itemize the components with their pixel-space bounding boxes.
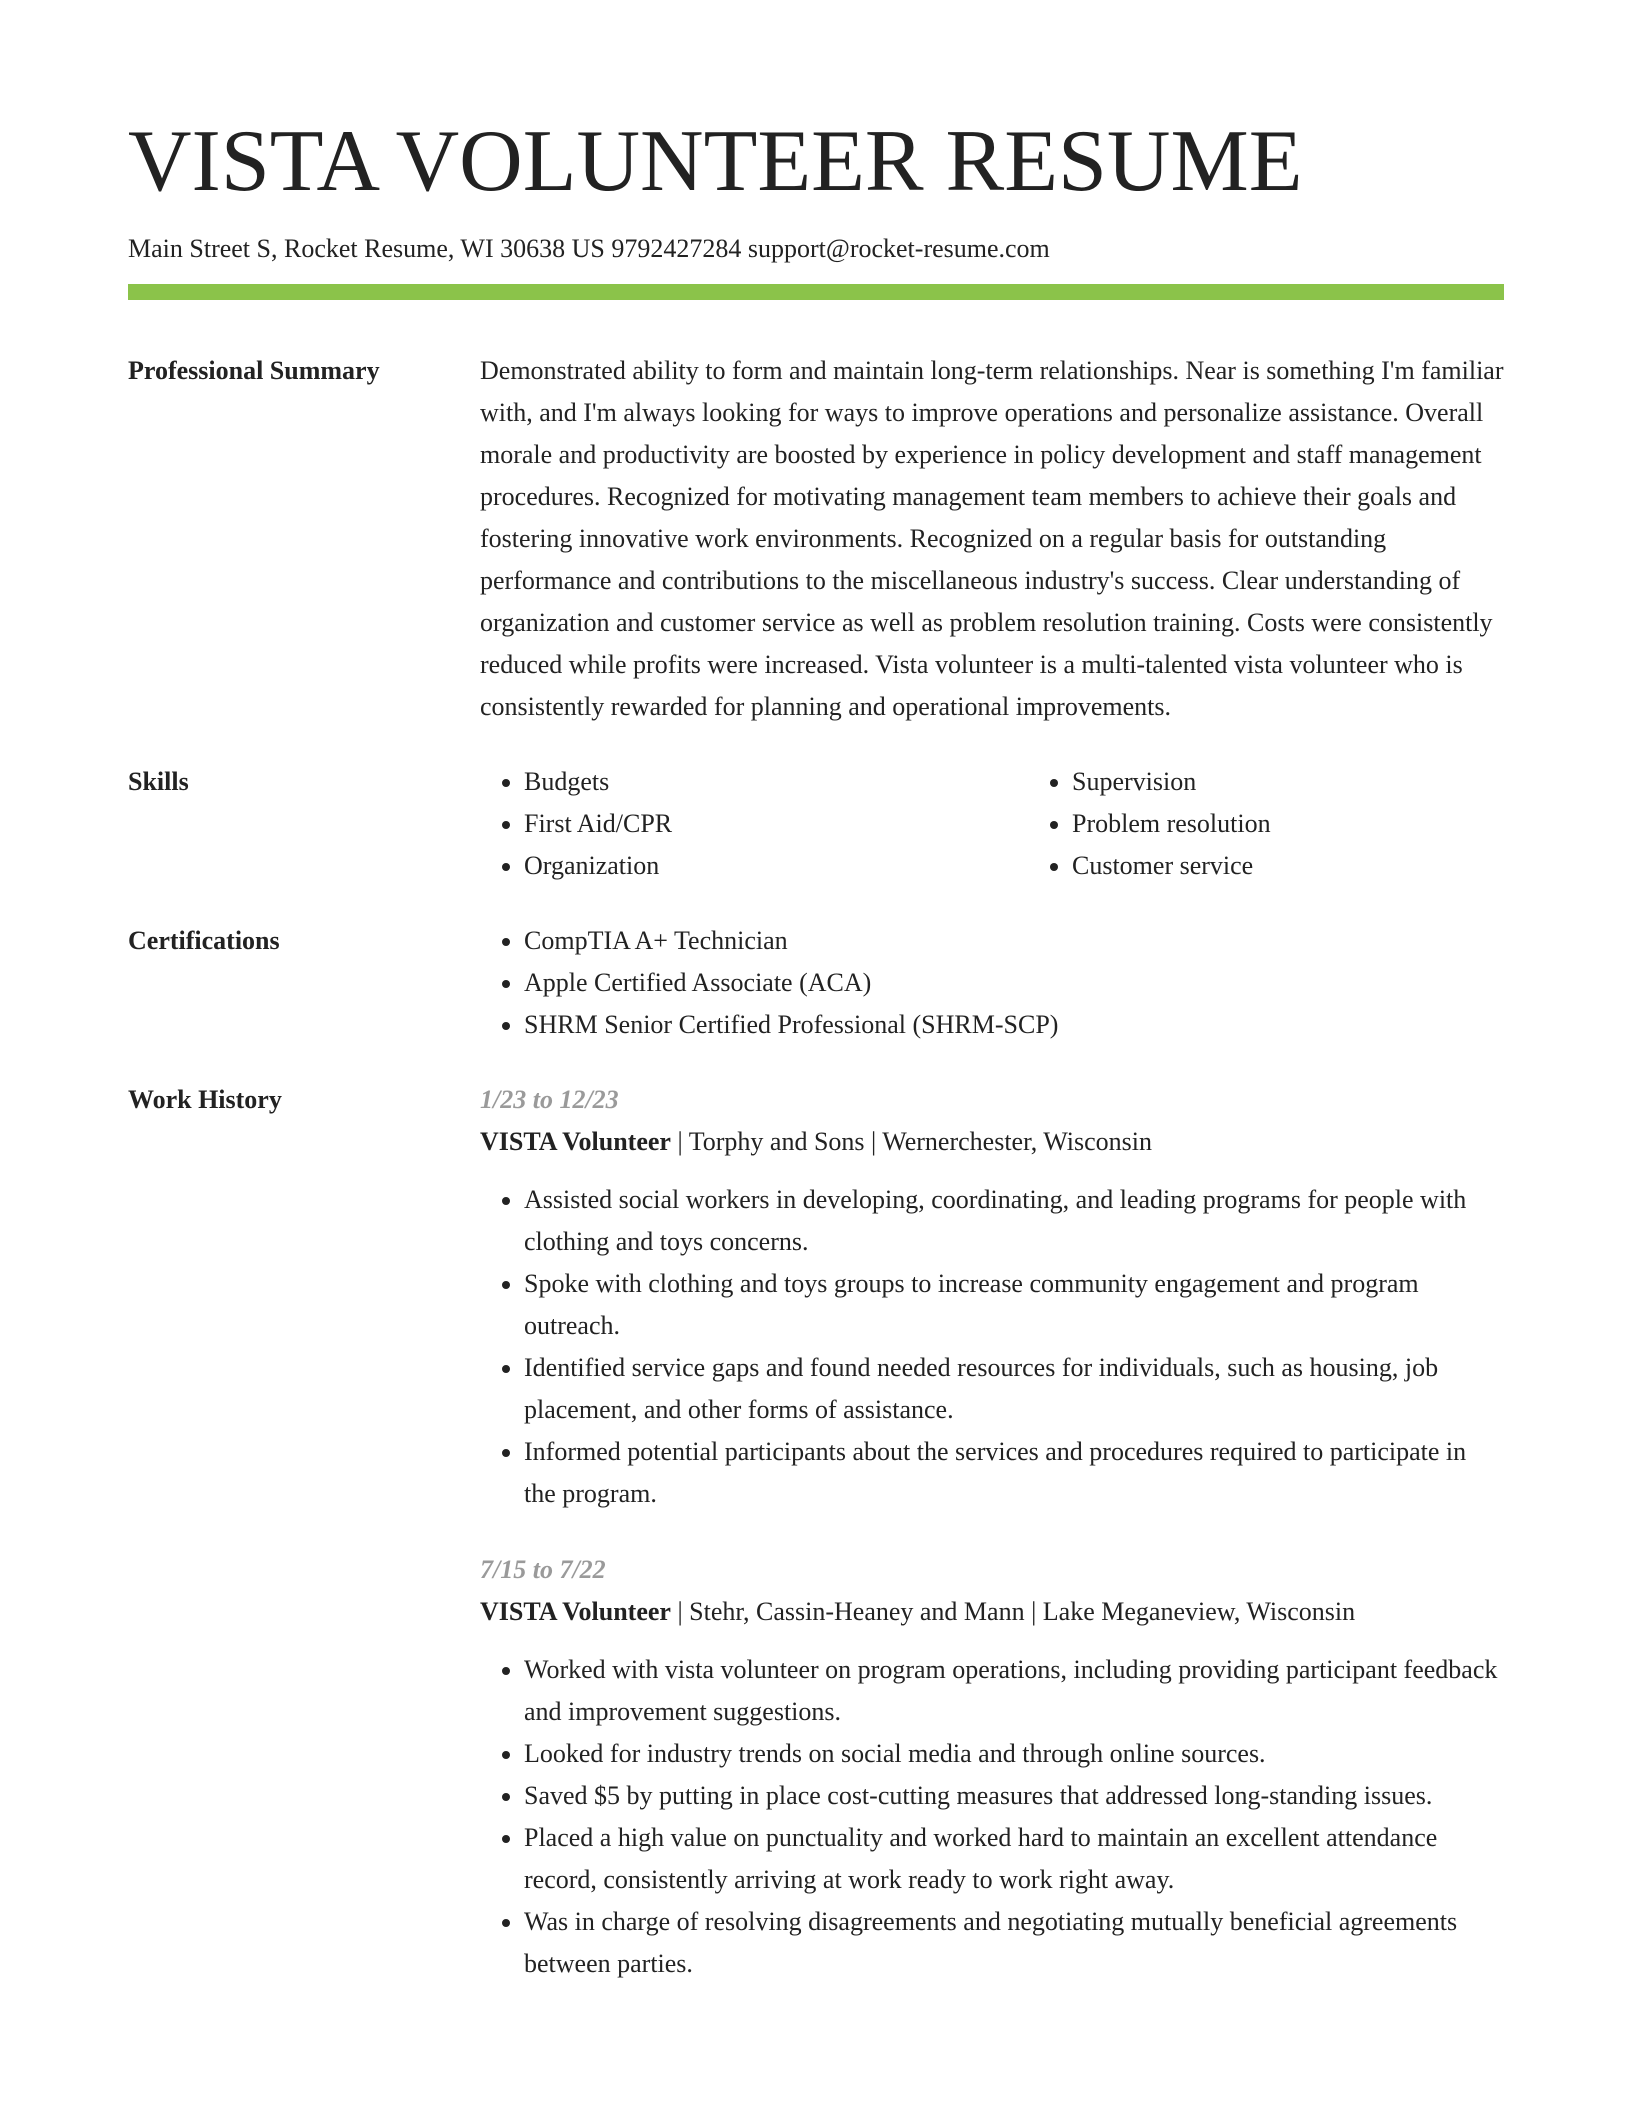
skills-list-left (480, 761, 1028, 887)
skills-section (128, 761, 1504, 887)
resume-name: VISTA VOLUNTEER RESUME (128, 113, 1303, 210)
job-entry (480, 1079, 1504, 1515)
work-history-section (128, 1079, 1504, 1985)
certifications-list (480, 920, 1504, 1046)
job-title: VISTA Volunteer (480, 1126, 671, 1156)
work-history-heading: Work History (128, 1084, 282, 1114)
job-bullet: • Informed potential participants about the services and procedures required to participate in the program. (524, 1431, 1504, 1515)
certification-item: • Apple Certified Associate (ACA) (524, 962, 1504, 1004)
skill-item: • Organization (524, 845, 1028, 887)
job-bullet: • Spoke with clothing and toys groups to increase community engagement and program outreach. (524, 1263, 1504, 1347)
certifications-heading: Certifications (128, 925, 280, 955)
job-bullet: • Placed a high value on punctuality and worked hard to maintain an excellent attendance record, consistently arriving at work ready to work right away. (524, 1817, 1504, 1901)
job-bullet: • Identified service gaps and found needed resources for individuals, such as housing, job placement, and other forms of assistance. (524, 1347, 1504, 1431)
job-title-line (480, 1591, 1504, 1633)
skills-list-right (1028, 761, 1576, 887)
contact-address: Main Street S, Rocket Resume, WI 30638 US (128, 234, 605, 263)
skill-item: • Customer service (1072, 845, 1576, 887)
skill-item: • Problem resolution (1072, 803, 1576, 845)
job-bullets (480, 1649, 1504, 1985)
certification-item: • SHRM Senior Certified Professional (SHRM-SCP) (524, 1004, 1504, 1046)
job-bullet: • Saved $5 by putting in place cost-cutting measures that addressed long-standing issues. (524, 1775, 1504, 1817)
contact-line (128, 232, 1504, 266)
skills-grid (480, 761, 1576, 887)
skills-body (480, 761, 1576, 887)
job-bullet: • Was in charge of resolving disagreements and negotiating mutually beneficial agreements between parties. (524, 1901, 1504, 1985)
skill-item: • Supervision (1072, 761, 1576, 803)
certifications-section (128, 920, 1504, 1046)
job-employer-location: | Stehr, Cassin-Heaney and Mann | Lake Meganeview, Wisconsin (670, 1596, 1356, 1626)
header-divider (128, 284, 1504, 300)
skills-heading: Skills (128, 766, 189, 796)
skill-item: • First Aid/CPR (524, 803, 1028, 845)
job-bullet: • Assisted social workers in developing, coordinating, and leading programs for people with clothing and toys concerns. (524, 1179, 1504, 1263)
summary-text: Demonstrated ability to form and maintain long-term relationships. Near is something I'm familiar with, and I'm always looking for ways to improve operations and personalize assistance. Overall morale and productivity are boosted by experience in policy development and staff management procedures. Recognized for motivating management team members to achieve their goals and fostering innovative work environments. Recognized on a regular basis for outstanding performance and contributions to the miscellaneous industry's success. Clear understanding of organization and customer service as well as problem resolution training. Costs were consistently reduced while profits were increased. Vista volunteer is a multi-talented vista volunteer who is consistently rewarded for planning and operational improvements. (480, 355, 1504, 721)
job-bullet: • Worked with vista volunteer on program operations, including providing participant feedback and improvement suggestions. (524, 1649, 1504, 1733)
job-title-line (480, 1121, 1504, 1163)
certifications-body (480, 920, 1504, 1046)
job-bullets (480, 1179, 1504, 1515)
job-employer-location: | Torphy and Sons | Wernerchester, Wisconsin (670, 1126, 1152, 1156)
job-bullet: • Looked for industry trends on social media and through online sources. (524, 1733, 1504, 1775)
job-dates: 1/23 to 12/23 (480, 1084, 619, 1114)
job-title: VISTA Volunteer (480, 1596, 671, 1626)
summary-heading: Professional Summary (128, 355, 380, 385)
job-dates: 7/15 to 7/22 (480, 1554, 606, 1584)
work-history-body (480, 1079, 1504, 1985)
summary-section (128, 350, 1504, 728)
contact-email: support@rocket-resume.com (747, 234, 1050, 263)
job-entry (480, 1549, 1504, 1985)
contact-phone: 9792427284 (611, 234, 742, 263)
skill-item: • Budgets (524, 761, 1028, 803)
certification-item: • CompTIA A+ Technician (524, 920, 1504, 962)
